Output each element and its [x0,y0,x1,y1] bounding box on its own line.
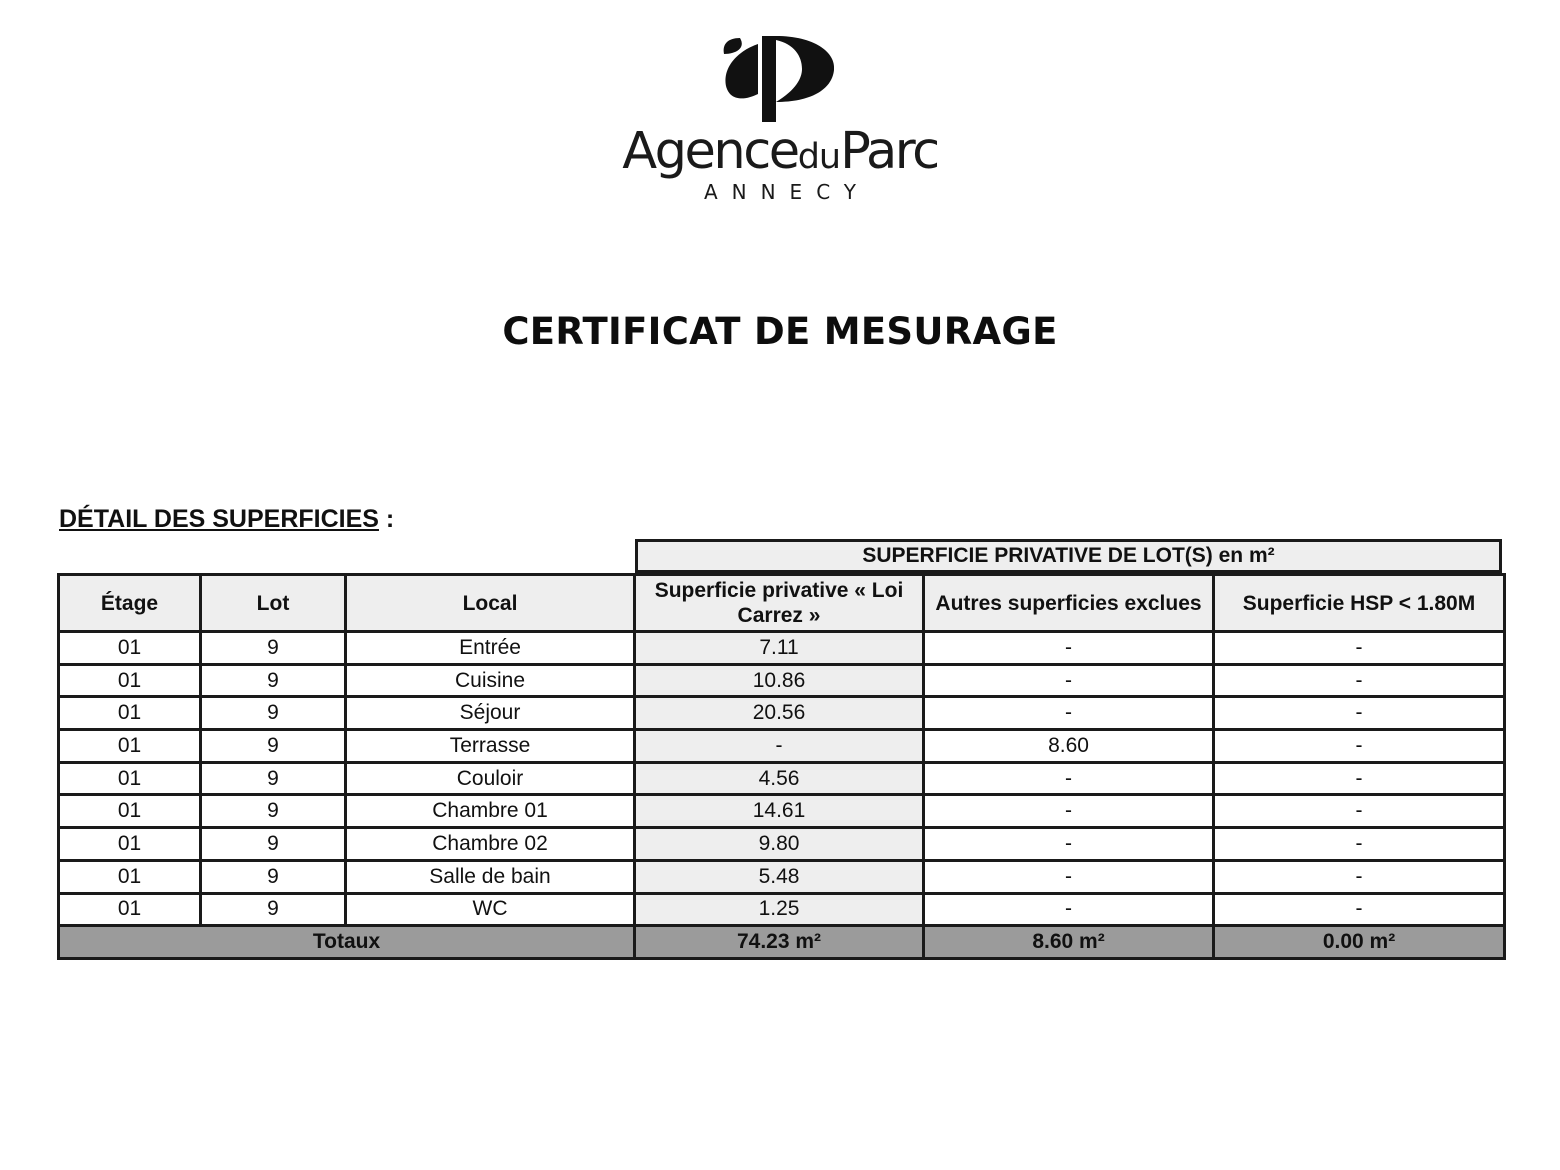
cell-carrez: 1.25 [635,893,924,926]
cell-autres: - [924,632,1214,665]
total-carrez: 74.23 m² [635,926,924,959]
cell-local: Salle de bain [346,860,635,893]
section-heading-suffix: : [378,505,395,533]
header-autres: Autres superficies exclues [924,575,1214,632]
cell-etage: 01 [59,893,201,926]
cell-etage: 01 [59,632,201,665]
cell-lot: 9 [201,828,346,861]
cell-hsp: - [1214,730,1505,763]
cell-local: Cuisine [346,664,635,697]
table-row [59,860,1505,893]
cell-autres: 8.60 [924,730,1214,763]
cell-autres: - [924,762,1214,795]
cell-autres: - [924,893,1214,926]
cell-autres: - [924,697,1214,730]
cell-etage: 01 [59,828,201,861]
cell-autres: - [924,860,1214,893]
header-local: Local [346,575,635,632]
cell-autres: - [924,664,1214,697]
cell-lot: 9 [201,860,346,893]
cell-lot: 9 [201,893,346,926]
totals-row [59,926,1505,959]
cell-local: Couloir [346,762,635,795]
cell-hsp: - [1214,893,1505,926]
cell-carrez: 10.86 [635,664,924,697]
document-title: CERTIFICAT DE MESURAGE [502,310,1058,353]
totals-label: Totaux [59,926,635,959]
cell-local: WC [346,893,635,926]
header-hsp: Superficie HSP < 1.80M [1214,575,1505,632]
agency-logo [0,30,1560,210]
ap-monogram-logo-icon [718,32,842,124]
table-row [59,697,1505,730]
cell-hsp: - [1214,697,1505,730]
cell-local: Chambre 01 [346,795,635,828]
total-autres: 8.60 m² [924,926,1214,959]
section-heading-text: DÉTAIL DES SUPERFICIES [59,505,379,533]
agency-name-part1: Agence [622,122,798,181]
table-row [59,795,1505,828]
cell-etage: 01 [59,697,201,730]
cell-lot: 9 [201,795,346,828]
cell-carrez: 9.80 [635,828,924,861]
table-row [59,664,1505,697]
cell-etage: 01 [59,860,201,893]
surface-table [57,573,1506,960]
cell-etage: 01 [59,730,201,763]
cell-etage: 01 [59,664,201,697]
table-row [59,730,1505,763]
cell-carrez: - [635,730,924,763]
cell-carrez: 20.56 [635,697,924,730]
cell-etage: 01 [59,762,201,795]
cell-local: Entrée [346,632,635,665]
table-row [59,828,1505,861]
header-etage: Étage [59,575,201,632]
cell-autres: - [924,828,1214,861]
cell-local: Séjour [346,697,635,730]
cell-hsp: - [1214,762,1505,795]
cell-autres: - [924,795,1214,828]
table-row [59,632,1505,665]
cell-local: Chambre 02 [346,828,635,861]
cell-carrez: 14.61 [635,795,924,828]
cell-lot: 9 [201,762,346,795]
agency-name-part2: du [797,137,841,177]
cell-hsp: - [1214,632,1505,665]
header-carrez: Superficie privative « Loi Carrez » [635,575,924,632]
cell-carrez: 4.56 [635,762,924,795]
agency-name [0,122,1560,181]
section-heading [59,505,394,534]
cell-carrez: 5.48 [635,860,924,893]
cell-lot: 9 [201,697,346,730]
cell-lot: 9 [201,664,346,697]
cell-lot: 9 [201,632,346,665]
table-row [59,762,1505,795]
header-lot: Lot [201,575,346,632]
total-hsp: 0.00 m² [1214,926,1505,959]
agency-city: ANNECY [703,180,871,204]
cell-local: Terrasse [346,730,635,763]
cell-etage: 01 [59,795,201,828]
cell-hsp: - [1214,795,1505,828]
cell-hsp: - [1214,860,1505,893]
cell-lot: 9 [201,730,346,763]
table-row [59,893,1505,926]
cell-hsp: - [1214,664,1505,697]
table-group-header: SUPERFICIE PRIVATIVE DE LOT(S) en m² [635,539,1502,573]
cell-hsp: - [1214,828,1505,861]
cell-carrez: 7.11 [635,632,924,665]
table-header-row [59,575,1505,632]
agency-name-part3: Parc [840,122,938,181]
